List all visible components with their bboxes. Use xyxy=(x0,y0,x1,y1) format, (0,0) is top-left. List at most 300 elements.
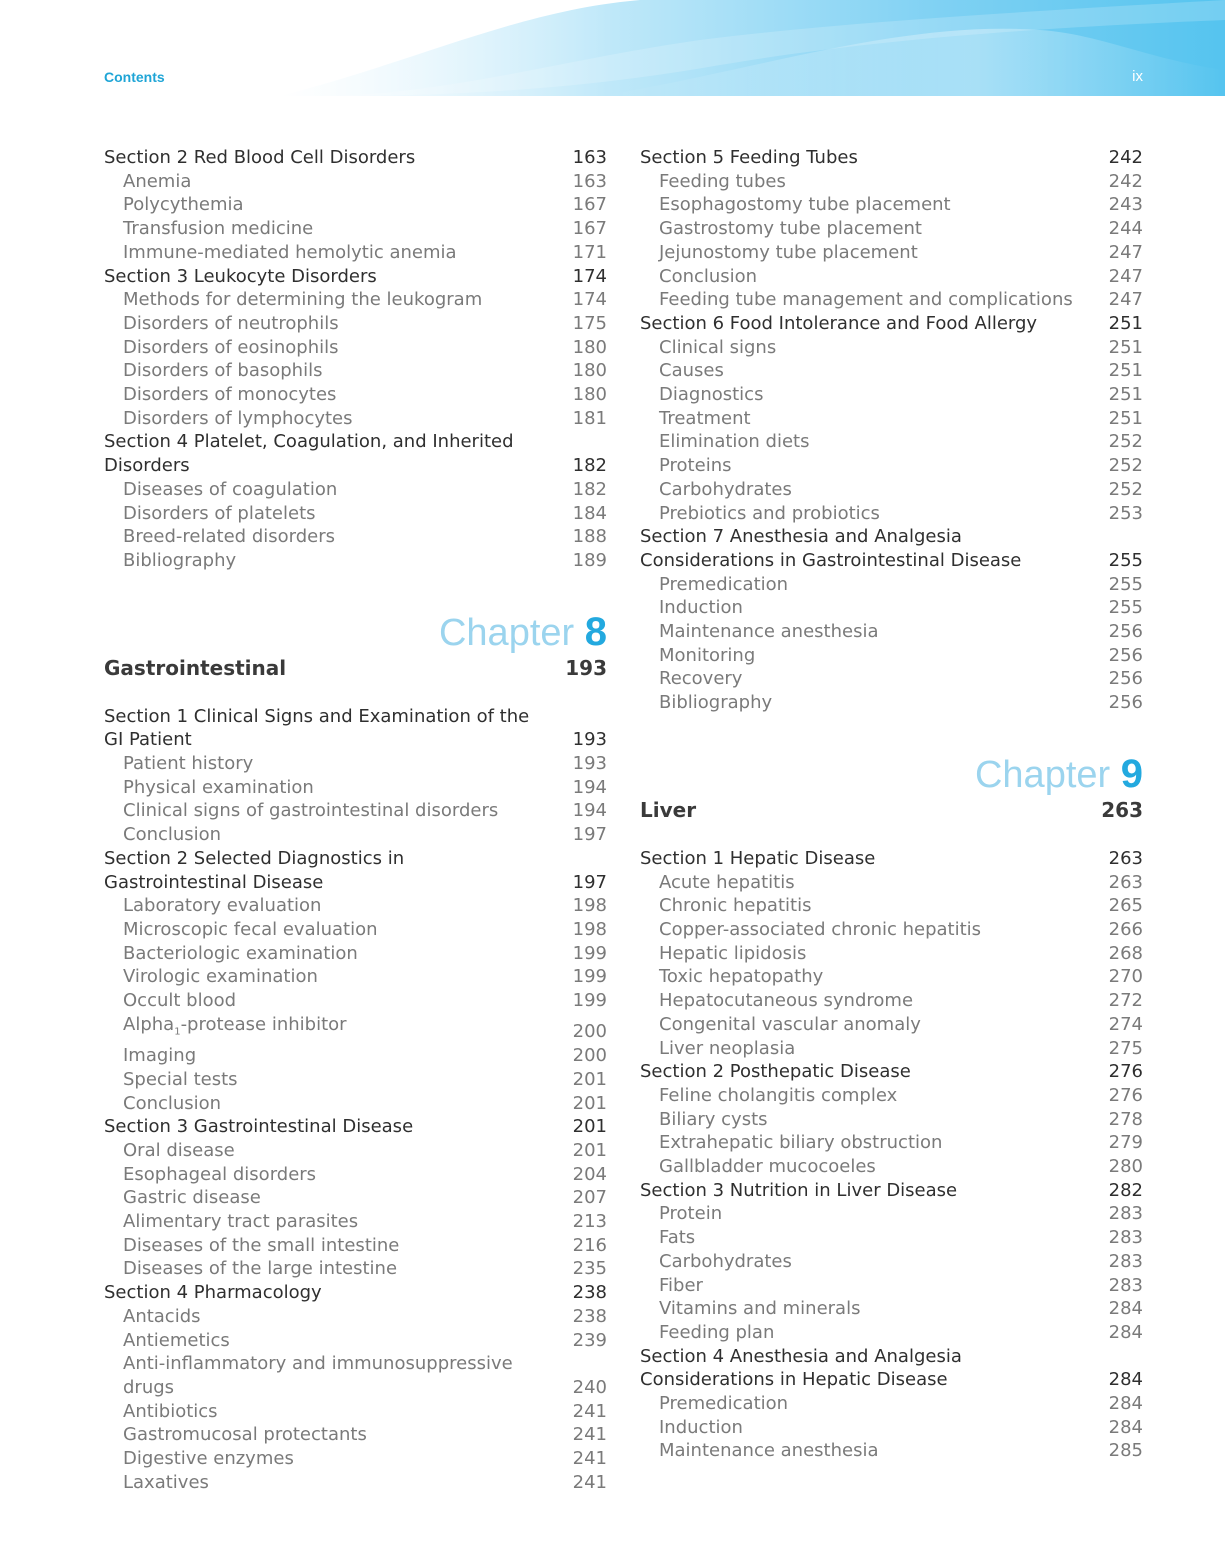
toc-entry-title: Disorders of eosinophils xyxy=(123,336,339,358)
toc-subentry[interactable] xyxy=(104,1447,607,1471)
toc-entry-page: 252 xyxy=(1108,455,1143,477)
toc-entry-title: Imaging xyxy=(123,1045,197,1067)
toc-entry-page: 247 xyxy=(1108,289,1143,311)
toc-entry-page: 263 xyxy=(1108,847,1143,869)
toc-subentry[interactable] xyxy=(640,989,1143,1013)
toc-entry-page: 274 xyxy=(1108,1013,1143,1035)
toc-subentry[interactable] xyxy=(640,1321,1143,1345)
toc-entry-title: Section 3 Leukocyte Disorders xyxy=(104,265,377,287)
toc-subentry[interactable] xyxy=(640,596,1143,620)
toc-entry-page: 252 xyxy=(1108,478,1143,500)
toc-subentry[interactable] xyxy=(640,644,1143,668)
toc-entry-title: Section 7 Anesthesia and Analgesia Considerations in Gastrointestinal Disease xyxy=(640,526,1022,571)
toc-subentry[interactable] xyxy=(640,502,1143,526)
toc-subentry[interactable] xyxy=(104,894,607,918)
toc-right-column xyxy=(640,146,1143,1463)
toc-entry-page: 242 xyxy=(1108,147,1143,168)
toc-entry-title: Antibiotics xyxy=(123,1400,218,1422)
toc-entry-title: Monitoring xyxy=(659,644,756,666)
toc-subentry[interactable] xyxy=(104,1471,607,1495)
toc-subentry[interactable] xyxy=(640,894,1143,918)
toc-entry-page: 199 xyxy=(572,966,607,988)
toc-left-list xyxy=(104,146,607,573)
toc-section-entry[interactable] xyxy=(104,430,607,477)
toc-entry-title: Premedication xyxy=(659,573,789,595)
toc-entry-title: Conclusion xyxy=(123,1092,222,1114)
toc-entry-page: 188 xyxy=(572,526,607,548)
toc-entry-title: Biliary cysts xyxy=(659,1108,768,1130)
toc-section-entry[interactable] xyxy=(640,847,1143,871)
chapter-title-text: Liver xyxy=(640,797,697,822)
toc-entry-page: 174 xyxy=(572,265,607,287)
toc-subentry[interactable] xyxy=(640,170,1143,194)
toc-subentry[interactable] xyxy=(104,170,607,194)
toc-subentry[interactable] xyxy=(104,525,607,549)
toc-entry-title: Bibliography xyxy=(659,692,773,714)
toc-entry-title: Protein xyxy=(659,1203,723,1225)
toc-entry-page: 201 xyxy=(572,1139,607,1161)
toc-subentry[interactable] xyxy=(104,823,607,847)
toc-entry-title: Elimination diets xyxy=(659,431,810,453)
toc-entry-title-part: -protease inhibitor xyxy=(180,1013,347,1035)
toc-entry-title xyxy=(104,1013,607,1044)
toc-subentry[interactable] xyxy=(640,918,1143,942)
toc-entry-page: 171 xyxy=(572,241,607,263)
toc-entry-page: 216 xyxy=(572,1234,607,1256)
toc-entry-page: 244 xyxy=(1108,218,1143,240)
toc-section-entry[interactable] xyxy=(640,525,1143,572)
toc-entry-title: Jejunostomy tube placement xyxy=(659,241,918,263)
toc-entry-title: Gastromucosal protectants xyxy=(123,1424,367,1446)
toc-subentry[interactable] xyxy=(640,620,1143,644)
toc-subentry[interactable] xyxy=(104,193,607,217)
toc-entry-title: Anti-inflammatory and immunosuppressive drugs xyxy=(123,1353,513,1398)
toc-entry-page: 282 xyxy=(1108,1179,1143,1201)
toc-subentry[interactable] xyxy=(104,407,607,431)
chapter-page: 263 xyxy=(1101,797,1143,822)
chapter-title-text: Gastrointestinal xyxy=(104,655,287,680)
toc-entry-page: 280 xyxy=(1108,1156,1143,1178)
toc-subentry[interactable] xyxy=(640,1226,1143,1250)
toc-entry-title: Physical examination xyxy=(123,776,314,798)
toc-entry-page: 279 xyxy=(1108,1132,1143,1154)
toc-entry-title: Special tests xyxy=(123,1068,238,1090)
chapter-number: 9 xyxy=(1120,751,1143,796)
toc-entry-page: 255 xyxy=(1108,573,1143,595)
toc-subentry[interactable] xyxy=(104,241,607,265)
toc-subentry[interactable] xyxy=(640,1131,1143,1155)
toc-entry-page: 242 xyxy=(1108,170,1143,192)
toc-entry-page: 241 xyxy=(572,1448,607,1470)
toc-subentry[interactable] xyxy=(640,573,1143,597)
toc-left-column xyxy=(104,146,607,1494)
toc-entry-title: Section 3 Nutrition in Liver Disease xyxy=(640,1179,958,1201)
toc-subentry[interactable] xyxy=(640,1037,1143,1061)
toc-section-entry[interactable] xyxy=(640,1179,1143,1203)
chapter-title[interactable] xyxy=(104,655,607,681)
toc-subentry[interactable] xyxy=(104,1257,607,1281)
toc-entry-title: Conclusion xyxy=(659,265,758,287)
toc-entry-page: 283 xyxy=(1108,1227,1143,1249)
toc-entry-title: Laxatives xyxy=(123,1471,209,1493)
toc-entry-page: 255 xyxy=(1108,549,1143,571)
toc-entry-title: Section 2 Posthepatic Disease xyxy=(640,1061,911,1083)
toc-entry-title: Disorders of basophils xyxy=(123,360,323,382)
toc-entry-page: 284 xyxy=(1108,1393,1143,1415)
toc-entry-page: 255 xyxy=(1108,597,1143,619)
toc-entry-title: Transfusion medicine xyxy=(123,218,314,240)
toc-entry-title: Carbohydrates xyxy=(659,1250,792,1272)
toc-subentry[interactable] xyxy=(640,383,1143,407)
toc-entry-page: 283 xyxy=(1108,1274,1143,1296)
header-banner xyxy=(0,0,1225,100)
toc-entry-title: Anemia xyxy=(123,170,192,192)
toc-entry-page: 199 xyxy=(572,942,607,964)
toc-subentry[interactable] xyxy=(640,407,1143,431)
toc-entry-page: 251 xyxy=(1108,336,1143,358)
toc-entry-title: Extrahepatic biliary obstruction xyxy=(659,1132,943,1154)
toc-subentry[interactable] xyxy=(104,1305,607,1329)
chapter-title[interactable] xyxy=(640,797,1143,823)
toc-entry-page: 284 xyxy=(1108,1369,1143,1391)
toc-right-list xyxy=(640,146,1143,715)
toc-subentry[interactable] xyxy=(640,1202,1143,1226)
toc-entry-title: Fats xyxy=(659,1227,696,1249)
chapter-label: Chapter xyxy=(438,611,575,654)
toc-entry-title: Diseases of the large intestine xyxy=(123,1258,398,1280)
toc-subentry[interactable] xyxy=(640,691,1143,715)
toc-subentry[interactable] xyxy=(104,1139,607,1163)
toc-entry-page: 198 xyxy=(572,918,607,940)
toc-entry-page: 256 xyxy=(1108,621,1143,643)
toc-entry-title: Section 5 Feeding Tubes xyxy=(640,147,858,168)
toc-entry-page: 256 xyxy=(1108,644,1143,666)
toc-entry-title: Alimentary tract parasites xyxy=(123,1211,359,1233)
toc-subentry[interactable] xyxy=(104,1013,607,1044)
toc-entry-page: 163 xyxy=(572,147,607,168)
toc-entry-page: 285 xyxy=(1108,1440,1143,1462)
toc-entry-page: 193 xyxy=(572,729,607,751)
toc-subentry[interactable] xyxy=(104,1400,607,1424)
toc-subentry[interactable] xyxy=(640,478,1143,502)
toc-entry-page: 204 xyxy=(572,1163,607,1185)
toc-subentry[interactable] xyxy=(104,752,607,776)
toc-subentry[interactable] xyxy=(640,217,1143,241)
toc-subentry[interactable] xyxy=(104,1068,607,1092)
toc-subentry[interactable] xyxy=(104,965,607,989)
chapter-label: Chapter xyxy=(974,753,1111,796)
toc-entry-page: 201 xyxy=(572,1092,607,1114)
toc-entry-title: Section 6 Food Intolerance and Food Allergy xyxy=(640,312,1038,334)
toc-entry-page: 182 xyxy=(572,478,607,500)
toc-entry-title: Digestive enzymes xyxy=(123,1448,294,1470)
toc-entry-title: Antacids xyxy=(123,1305,201,1327)
running-head: Contents xyxy=(104,69,165,85)
toc-subentry[interactable] xyxy=(640,1013,1143,1037)
chapter-page: 193 xyxy=(565,655,607,680)
toc-entry-title: Section 1 Clinical Signs and Examination of the GI Patient xyxy=(104,705,530,751)
toc-entry-page: 251 xyxy=(1108,360,1143,382)
toc-entry-page: 253 xyxy=(1108,502,1143,524)
toc-entry-title: Breed-related disorders xyxy=(123,526,335,548)
toc-entry-page: 180 xyxy=(572,336,607,358)
toc-subentry[interactable] xyxy=(104,776,607,800)
toc-section-entry[interactable] xyxy=(640,312,1143,336)
toc-section-entry[interactable] xyxy=(104,1281,607,1305)
toc-entry-title: Immune-mediated hemolytic anemia xyxy=(123,241,457,263)
toc-entry-page: 167 xyxy=(572,194,607,216)
toc-entry-title: Liver neoplasia xyxy=(659,1037,796,1059)
toc-entry-title: Antiemetics xyxy=(123,1329,230,1351)
toc-entry-page: 270 xyxy=(1108,966,1143,988)
toc-entry-page: 256 xyxy=(1108,668,1143,690)
toc-entry-title: Diseases of the small intestine xyxy=(123,1234,400,1256)
toc-chapter-9-list xyxy=(640,847,1143,1463)
toc-entry-title: Disorders of monocytes xyxy=(123,384,337,406)
toc-subentry[interactable] xyxy=(640,1392,1143,1416)
toc-subentry[interactable] xyxy=(104,336,607,360)
toc-entry-title: Chronic hepatitis xyxy=(659,895,812,917)
toc-subentry[interactable] xyxy=(640,336,1143,360)
toc-entry-page: 265 xyxy=(1108,895,1143,917)
toc-entry-title: Fiber xyxy=(659,1274,703,1296)
toc-entry-title: Acute hepatitis xyxy=(659,871,795,893)
toc-section-entry[interactable] xyxy=(104,265,607,289)
toc-subentry[interactable] xyxy=(640,241,1143,265)
toc-subentry[interactable] xyxy=(104,989,607,1013)
toc-subentry[interactable] xyxy=(640,430,1143,454)
toc-entry-title: Induction xyxy=(659,597,743,619)
toc-subentry[interactable] xyxy=(640,942,1143,966)
toc-entry-title: Toxic hepatopathy xyxy=(659,966,824,988)
toc-entry-title: Virologic examination xyxy=(123,966,318,988)
toc-entry-title: Oral disease xyxy=(123,1139,235,1161)
toc-entry-title: Diseases of coagulation xyxy=(123,478,338,500)
toc-entry-page: 241 xyxy=(572,1400,607,1422)
toc-entry-title-part: Alpha xyxy=(123,1013,175,1035)
toc-entry-page: 247 xyxy=(1108,241,1143,263)
toc-entry-page: 284 xyxy=(1108,1416,1143,1438)
toc-entry-title: Disorders of lymphocytes xyxy=(123,407,353,429)
toc-section-entry[interactable] xyxy=(640,146,1143,170)
toc-entry-title: Occult blood xyxy=(123,990,237,1012)
toc-entry-page: 189 xyxy=(572,549,607,571)
toc-entry-page: 193 xyxy=(572,753,607,775)
toc-subentry[interactable] xyxy=(104,1044,607,1068)
toc-entry-title: Section 4 Pharmacology xyxy=(104,1282,322,1304)
toc-subentry[interactable] xyxy=(640,193,1143,217)
toc-entry-page: 182 xyxy=(572,455,607,477)
toc-entry-title: Patient history xyxy=(123,753,254,775)
toc-entry-page: 197 xyxy=(572,824,607,846)
toc-entry-page: 207 xyxy=(572,1187,607,1209)
toc-entry-page: 201 xyxy=(572,1116,607,1138)
toc-entry-page: 175 xyxy=(572,312,607,334)
toc-subentry[interactable] xyxy=(640,454,1143,478)
toc-subentry[interactable] xyxy=(104,383,607,407)
toc-subentry[interactable] xyxy=(640,288,1143,312)
toc-entry-page: 235 xyxy=(572,1258,607,1280)
toc-entry-title: Proteins xyxy=(659,455,732,477)
chapter-heading xyxy=(640,752,1143,797)
toc-entry-title: Copper-associated chronic hepatitis xyxy=(659,918,982,940)
toc-subentry[interactable] xyxy=(640,1084,1143,1108)
toc-entry-title: Feeding tube management and complications xyxy=(659,289,1073,311)
toc-entry-title: Esophageal disorders xyxy=(123,1163,317,1185)
toc-section-entry[interactable] xyxy=(104,1115,607,1139)
toc-entry-title: Recovery xyxy=(659,668,743,690)
toc-entry-title: Induction xyxy=(659,1416,743,1438)
toc-entry-title: Vitamins and minerals xyxy=(659,1298,861,1320)
toc-subentry[interactable] xyxy=(640,1439,1143,1463)
toc-entry-title: Carbohydrates xyxy=(659,478,792,500)
toc-subentry[interactable] xyxy=(104,549,607,573)
toc-entry-page: 239 xyxy=(572,1329,607,1351)
toc-entry-page: 201 xyxy=(572,1068,607,1090)
toc-entry-page: 181 xyxy=(572,407,607,429)
toc-entry-subscript: 1 xyxy=(174,1026,181,1038)
toc-entry-page: 276 xyxy=(1108,1061,1143,1083)
toc-subentry[interactable] xyxy=(104,942,607,966)
toc-entry-page: 251 xyxy=(1108,312,1143,334)
toc-entry-title: Section 2 Selected Diagnostics in Gastrointestinal Disease xyxy=(104,847,405,893)
toc-entry-page: 272 xyxy=(1108,990,1143,1012)
toc-entry-title: Clinical signs of gastrointestinal disorders xyxy=(123,800,499,822)
toc-entry-page: 194 xyxy=(572,776,607,798)
toc-entry-title: Diagnostics xyxy=(659,384,764,406)
toc-entry-page: 284 xyxy=(1108,1321,1143,1343)
toc-entry-title: Section 4 Platelet, Coagulation, and Inherited Disorders xyxy=(104,431,514,477)
toc-entry-title: Laboratory evaluation xyxy=(123,895,322,917)
toc-subentry[interactable] xyxy=(104,1329,607,1353)
toc-subentry[interactable] xyxy=(640,871,1143,895)
toc-section-entry[interactable] xyxy=(640,1345,1143,1392)
toc-entry-title: Feeding plan xyxy=(659,1321,775,1343)
toc-entry-page: 283 xyxy=(1108,1203,1143,1225)
toc-entry-title: Maintenance anesthesia xyxy=(659,621,879,643)
toc-subentry[interactable] xyxy=(104,502,607,526)
toc-entry-title: Prebiotics and probiotics xyxy=(659,502,880,524)
toc-subentry[interactable] xyxy=(104,1092,607,1116)
toc-entry-page: 283 xyxy=(1108,1250,1143,1272)
toc-entry-title: Gastric disease xyxy=(123,1187,261,1209)
toc-entry-title: Hepatic lipidosis xyxy=(659,942,807,964)
chapter-number: 8 xyxy=(584,609,607,654)
toc-entry-title: Conclusion xyxy=(123,824,222,846)
toc-entry-title: Esophagostomy tube placement xyxy=(659,194,951,216)
toc-entry-page: 180 xyxy=(572,384,607,406)
toc-entry-title: Section 1 Hepatic Disease xyxy=(640,847,876,869)
toc-entry-title: Hepatocutaneous syndrome xyxy=(659,990,914,1012)
toc-subentry[interactable] xyxy=(104,478,607,502)
toc-entry-page: 252 xyxy=(1108,431,1143,453)
toc-subentry[interactable] xyxy=(640,1108,1143,1132)
toc-subentry[interactable] xyxy=(104,1210,607,1234)
toc-subentry[interactable] xyxy=(104,359,607,383)
toc-subentry[interactable] xyxy=(640,667,1143,691)
toc-chapter-8-list xyxy=(104,705,607,1495)
toc-entry-page: 213 xyxy=(572,1211,607,1233)
toc-subentry[interactable] xyxy=(104,1186,607,1210)
toc-entry-title: Maintenance anesthesia xyxy=(659,1440,879,1462)
toc-subentry[interactable] xyxy=(640,265,1143,289)
toc-entry-page: 241 xyxy=(572,1471,607,1493)
toc-subentry[interactable] xyxy=(640,1274,1143,1298)
toc-section-entry[interactable] xyxy=(104,146,607,170)
toc-subentry[interactable] xyxy=(104,1352,607,1399)
toc-entry-title: Disorders of platelets xyxy=(123,502,316,524)
toc-entry-page: 247 xyxy=(1108,265,1143,287)
toc-subentry[interactable] xyxy=(640,1416,1143,1440)
toc-entry-title: Causes xyxy=(659,360,724,382)
toc-subentry[interactable] xyxy=(104,1423,607,1447)
toc-entry-page: 278 xyxy=(1108,1108,1143,1130)
toc-entry-page: 174 xyxy=(572,289,607,311)
toc-subentry[interactable] xyxy=(104,799,607,823)
toc-subentry[interactable] xyxy=(640,1155,1143,1179)
toc-entry-title: Bibliography xyxy=(123,549,237,571)
toc-section-entry[interactable] xyxy=(104,847,607,894)
toc-subentry[interactable] xyxy=(640,1297,1143,1321)
toc-subentry[interactable] xyxy=(640,1250,1143,1274)
toc-entry-page: 276 xyxy=(1108,1084,1143,1106)
toc-subentry[interactable] xyxy=(640,965,1143,989)
toc-entry-page: 199 xyxy=(572,990,607,1012)
toc-entry-page: 275 xyxy=(1108,1037,1143,1059)
toc-entry-page: 197 xyxy=(572,871,607,893)
toc-section-entry[interactable] xyxy=(104,705,607,752)
toc-entry-title: Feline cholangitis complex xyxy=(659,1084,898,1106)
toc-subentry[interactable] xyxy=(104,288,607,312)
toc-entry-title: Congenital vascular anomaly xyxy=(659,1013,921,1035)
toc-entry-page: 184 xyxy=(572,502,607,524)
toc-entry-title: Bacteriologic examination xyxy=(123,942,358,964)
toc-entry-page: 198 xyxy=(572,895,607,917)
toc-entry-page: 240 xyxy=(572,1376,607,1398)
toc-entry-title: Microscopic fecal evaluation xyxy=(123,918,378,940)
toc-entry-page: 241 xyxy=(572,1424,607,1446)
toc-entry-title: Section 4 Anesthesia and Analgesia Considerations in Hepatic Disease xyxy=(640,1345,962,1391)
toc-entry-page: 284 xyxy=(1108,1298,1143,1320)
toc-entry-page: 167 xyxy=(572,218,607,240)
toc-entry-title: Gallbladder mucocoeles xyxy=(659,1156,876,1178)
toc-entry-page: 200 xyxy=(572,1021,607,1043)
toc-entry-page: 256 xyxy=(1108,692,1143,714)
toc-entry-page: 251 xyxy=(1108,407,1143,429)
toc-subentry[interactable] xyxy=(104,918,607,942)
page-number: ix xyxy=(1132,68,1143,85)
toc-subentry[interactable] xyxy=(640,359,1143,383)
toc-subentry[interactable] xyxy=(104,312,607,336)
toc-entry-page: 251 xyxy=(1108,384,1143,406)
toc-entry-page: 268 xyxy=(1108,942,1143,964)
toc-subentry[interactable] xyxy=(104,1163,607,1187)
toc-entry-title: Premedication xyxy=(659,1393,789,1415)
toc-subentry[interactable] xyxy=(104,1234,607,1258)
toc-entry-page: 243 xyxy=(1108,194,1143,216)
toc-subentry[interactable] xyxy=(104,217,607,241)
toc-entry-title: Treatment xyxy=(659,407,751,429)
toc-entry-title: Section 2 Red Blood Cell Disorders xyxy=(104,147,416,168)
toc-entry-title: Polycythemia xyxy=(123,194,244,216)
toc-section-entry[interactable] xyxy=(640,1060,1143,1084)
toc-entry-page: 163 xyxy=(572,170,607,192)
toc-entry-title: Feeding tubes xyxy=(659,170,786,192)
toc-entry-page: 238 xyxy=(572,1305,607,1327)
toc-entry-page: 194 xyxy=(572,800,607,822)
chapter-heading xyxy=(104,610,607,655)
toc-entry-page: 200 xyxy=(572,1045,607,1067)
